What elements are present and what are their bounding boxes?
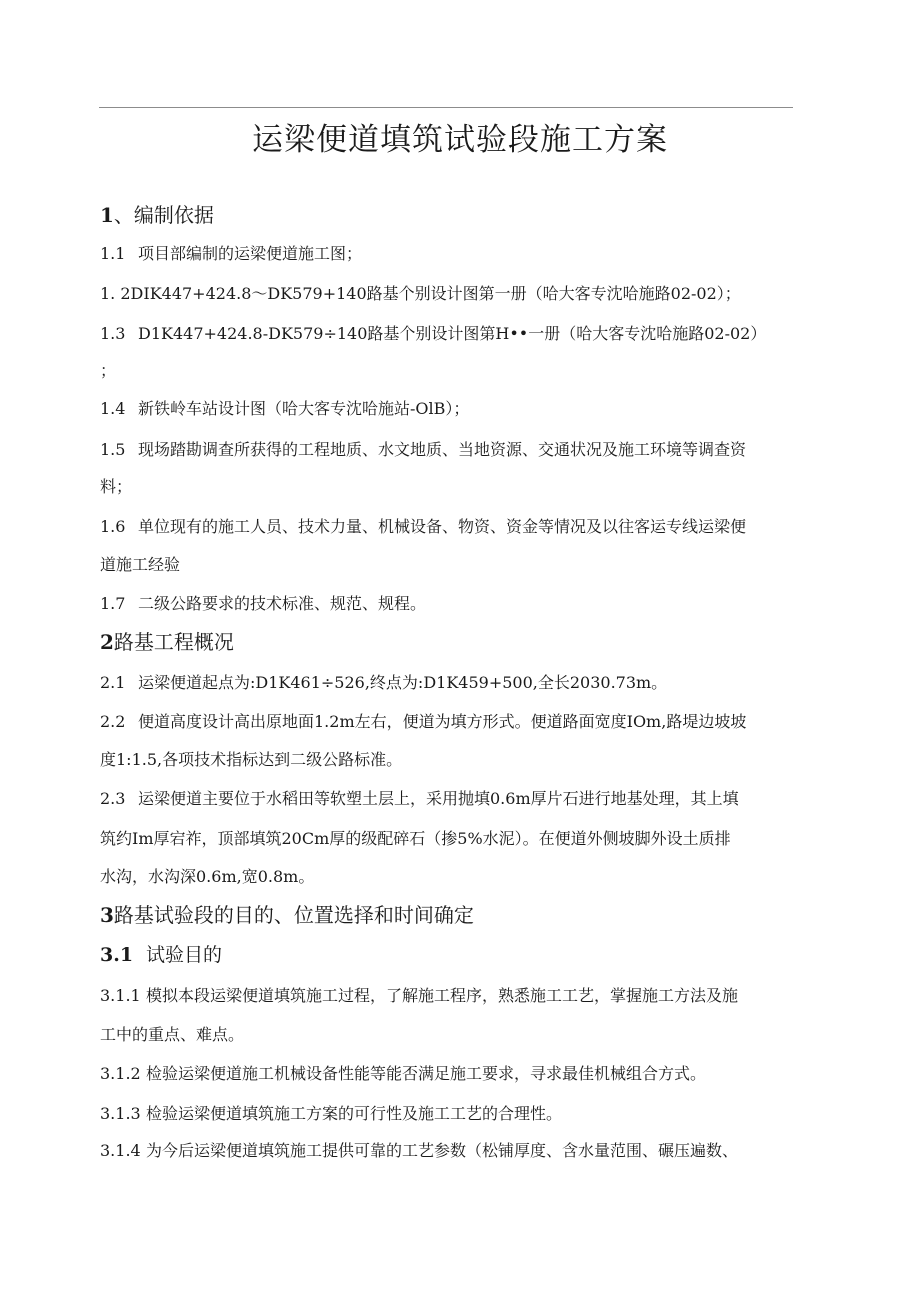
section-1-heading — [100, 203, 214, 227]
list-item — [100, 399, 469, 419]
item-text: 项目部编制的运梁便道施工图； — [138, 244, 363, 263]
item-continuation: 度1:1.5,各项技术指标达到二级公路标准。 — [100, 750, 403, 769]
item-number: 2.3 — [100, 789, 126, 808]
item-continuation: 水沟，水沟深0.6m,宽0.8m。 — [100, 867, 315, 886]
list-item — [100, 986, 738, 1006]
document-title: 运梁便道填筑试验段施工方案 — [252, 122, 668, 158]
list-item — [100, 1141, 738, 1161]
section-title: 路基试验段的目的、位置选择和时间确定 — [113, 903, 474, 927]
subsection-number: 3.1 — [100, 944, 134, 966]
section-title: 、编制依据 — [113, 203, 214, 227]
item-text: 2DIK447+424.8～DK579+140路基个别设计图第一册（哈大客专沈哈施路02-02）； — [120, 284, 741, 303]
item-number: 1.3 — [100, 324, 126, 343]
item-continuation: 筑约Im厚宕祚，顶部填筑20Cm厚的级配碎石（掺5%水泥）。在便道外侧坡脚外设土质排 — [100, 829, 731, 848]
item-text: 运梁便道主要位于水稻田等软塑土层上，采用抛填0.6m厚片石进行地基处理，其上填 — [138, 789, 739, 808]
item-number: 3.1.2 — [100, 1064, 141, 1083]
list-item — [100, 594, 426, 614]
item-text: 现场踏勘调查所获得的工程地质、水文地质、当地资源、交通状况及施工环境等调查资 — [138, 440, 747, 459]
list-item — [100, 284, 741, 304]
section-number: 1 — [100, 203, 114, 227]
item-text: 为今后运梁便道填筑施工提供可靠的工艺参数（松铺厚度、含水量范围、碾压遍数、 — [146, 1141, 739, 1160]
list-item — [100, 324, 766, 344]
list-item — [100, 1064, 706, 1084]
item-number: 1.1 — [100, 244, 126, 263]
item-number: 2.1 — [100, 673, 126, 692]
section-3-heading — [100, 903, 474, 927]
item-text: D1K447+424.8-DK579÷140路基个别设计图第H••一册（哈大客专沈哈施路02-02） — [138, 324, 767, 343]
item-continuation: ； — [100, 361, 117, 380]
item-text: 检验运梁便道填筑施工方案的可行性及施工工艺的合理性。 — [146, 1104, 563, 1123]
item-text: 运梁便道起点为:D1K461÷526,终点为:D1K459+500,全长2030.73m。 — [138, 673, 668, 692]
item-text: 单位现有的施工人员、技术力量、机械设备、物资、资金等情况及以往客运专线运梁便 — [138, 517, 747, 536]
section-title: 路基工程概况 — [113, 630, 234, 654]
section-number: 3 — [100, 903, 114, 927]
item-number: 1.5 — [100, 440, 126, 459]
item-number: 3.1.3 — [100, 1104, 141, 1123]
item-number: 2.2 — [100, 712, 126, 731]
item-number: 1. — [100, 284, 116, 303]
list-item — [100, 673, 667, 693]
item-continuation: 料； — [100, 477, 133, 496]
item-text: 二级公路要求的技术标准、规范、规程。 — [138, 594, 427, 613]
list-item — [100, 517, 746, 537]
section-number: 2 — [100, 630, 114, 654]
header-rule — [99, 107, 793, 108]
section-2-heading — [100, 630, 234, 654]
item-number: 3.1.1 — [100, 986, 141, 1005]
item-text: 便道高度设计高出原地面1.2m左右，便道为填方形式。便道路面宽度IOm,路堤边坡坡 — [138, 712, 747, 731]
list-item — [100, 1104, 562, 1124]
item-continuation: 工中的重点、难点。 — [100, 1025, 245, 1044]
item-number: 1.7 — [100, 594, 126, 613]
list-item — [100, 440, 746, 460]
subsection-title: 试验目的 — [146, 944, 223, 966]
item-text: 模拟本段运梁便道填筑施工过程，了解施工程序，熟悉施工工艺，掌握施工方法及施 — [146, 986, 739, 1005]
list-item — [100, 712, 746, 732]
item-number: 1.4 — [100, 399, 126, 418]
item-number: 1.6 — [100, 517, 126, 536]
item-text: 检验运梁便道施工机械设备性能等能否满足施工要求，寻求最佳机械组合方式。 — [146, 1064, 707, 1083]
subsection-3-1-heading — [100, 943, 222, 967]
item-number: 3.1.4 — [100, 1141, 141, 1160]
item-continuation: 道施工经验 — [100, 555, 181, 574]
item-text: 新铁岭车站设计图（哈大客专沈哈施站-OlB）； — [138, 399, 470, 418]
list-item — [100, 789, 739, 809]
list-item — [100, 244, 362, 264]
